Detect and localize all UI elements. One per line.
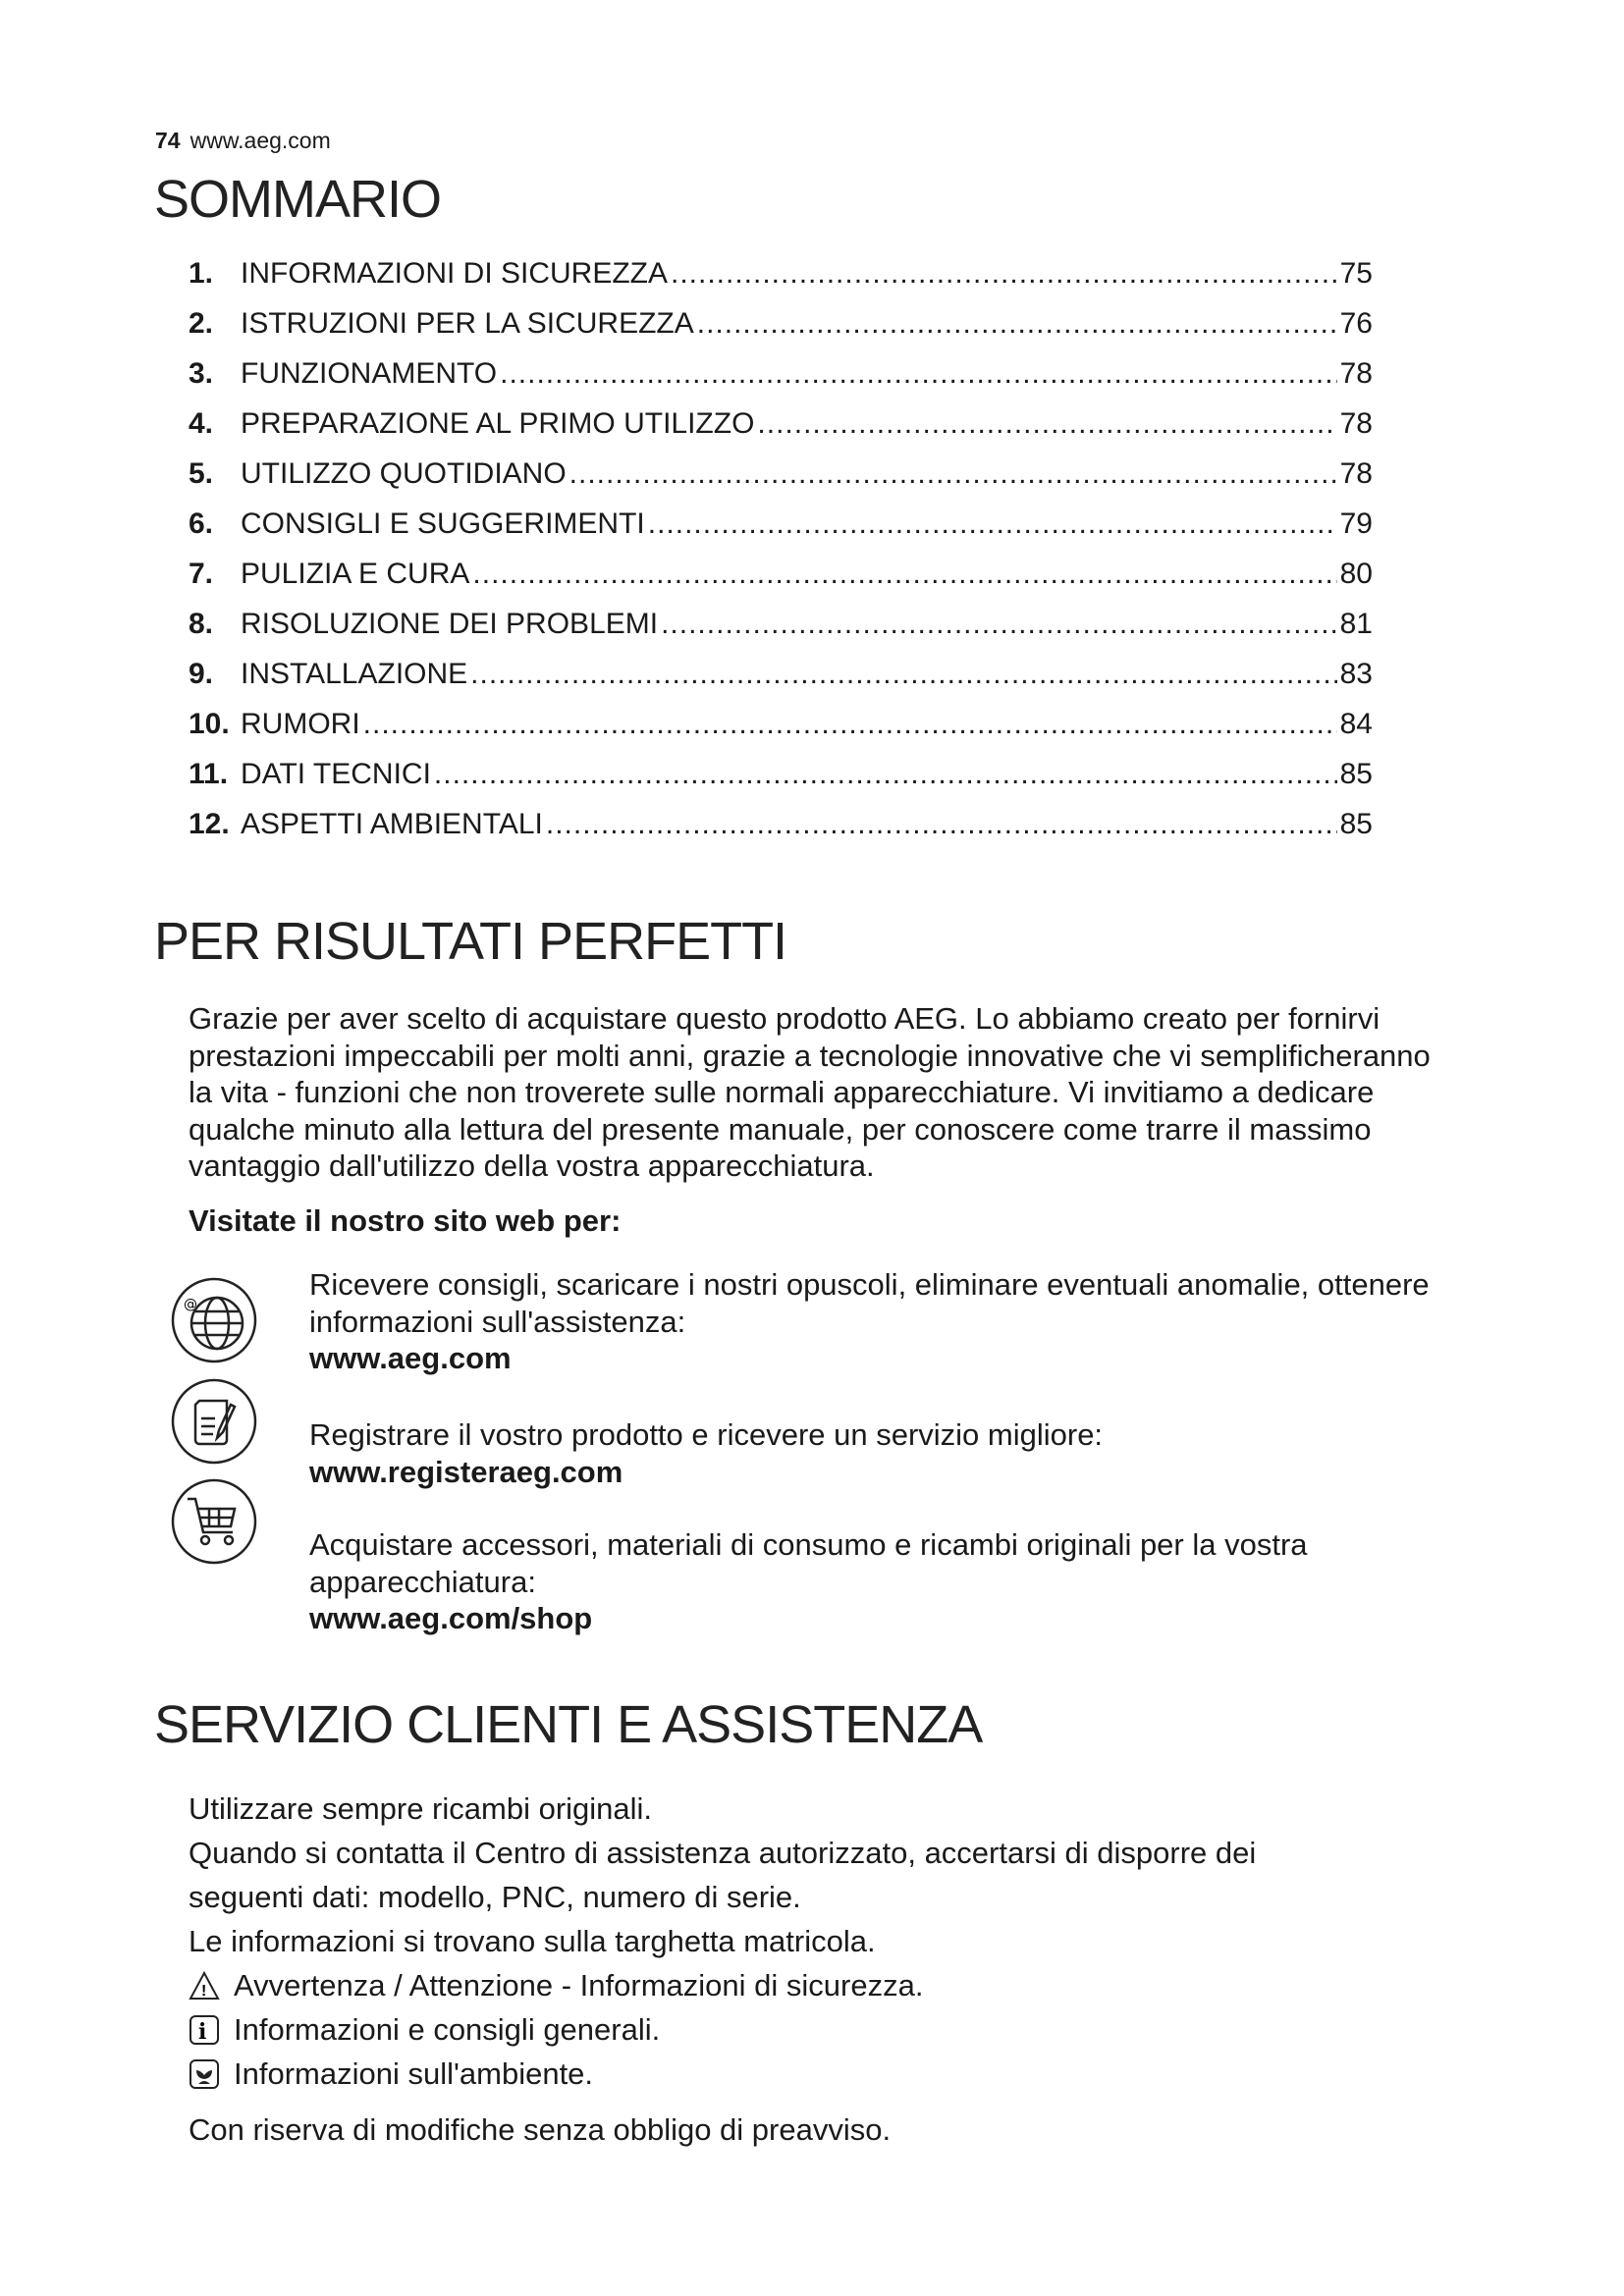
legend-environment: Informazioni sull'ambiente. bbox=[189, 2052, 1367, 2096]
table-of-contents bbox=[189, 257, 1373, 858]
service-line-2: Quando si contatta il Centro di assistenza autorizzato, accertarsi di disporre dei seguenti dati: modello, PNC, numero di serie. bbox=[189, 1836, 1257, 1914]
toc-page: 78 bbox=[1339, 407, 1373, 440]
toc-page: 76 bbox=[1339, 307, 1373, 340]
link-url[interactable]: www.registeraeg.com bbox=[309, 1454, 623, 1489]
link-url[interactable]: www.aeg.com bbox=[309, 1341, 512, 1375]
toc-item-title: INFORMAZIONI DI SICUREZZA bbox=[241, 257, 668, 290]
website-link-item bbox=[309, 1266, 1438, 1377]
toc-item-title: PREPARAZIONE AL PRIMO UTILIZZO bbox=[241, 407, 755, 440]
toc-item[interactable] bbox=[189, 257, 1373, 307]
toc-item[interactable] bbox=[189, 307, 1373, 357]
toc-item[interactable] bbox=[189, 658, 1373, 708]
toc-page: 78 bbox=[1339, 457, 1373, 490]
toc-item-title: PULIZIA E CURA bbox=[241, 558, 470, 590]
toc-item-title: RISOLUZIONE DEI PROBLEMI bbox=[241, 608, 659, 640]
service-title: SERVIZIO CLIENTI E ASSISTENZA bbox=[154, 1695, 983, 1754]
service-line-1: Utilizzare sempre ricambi originali. bbox=[189, 1791, 653, 1826]
toc-leader bbox=[661, 608, 1337, 641]
register-icon bbox=[170, 1377, 258, 1466]
environment-icon bbox=[189, 2058, 220, 2090]
warning-icon bbox=[189, 1970, 220, 2002]
globe-icon bbox=[170, 1276, 258, 1364]
toc-number: 3. bbox=[189, 357, 214, 390]
cart-icon bbox=[170, 1477, 258, 1566]
visit-heading: Visitate il nostro sito web per: bbox=[189, 1203, 622, 1238]
toc-item[interactable] bbox=[189, 808, 1373, 858]
toc-item[interactable] bbox=[189, 457, 1373, 507]
toc-item-title: RUMORI bbox=[241, 708, 360, 740]
toc-item[interactable] bbox=[189, 608, 1373, 658]
toc-item[interactable] bbox=[189, 357, 1373, 407]
link-description: Registrare il vostro prodotto e ricevere un servizio migliore: bbox=[309, 1417, 1104, 1452]
toc-item-title: UTILIZZO QUOTIDIANO bbox=[241, 457, 567, 490]
toc-item[interactable] bbox=[189, 758, 1373, 808]
toc-page: 80 bbox=[1339, 558, 1373, 590]
toc-number: 4. bbox=[189, 407, 214, 440]
toc-page: 85 bbox=[1339, 758, 1373, 790]
toc-number: 11. bbox=[189, 758, 229, 790]
toc-page: 85 bbox=[1339, 808, 1373, 840]
info-icon bbox=[189, 2014, 220, 2046]
toc-page: 84 bbox=[1339, 708, 1373, 740]
toc-number: 8. bbox=[189, 608, 214, 640]
toc-item-title: ASPETTI AMBIENTALI bbox=[241, 808, 543, 840]
legend-warning: ! Avvertenza / Attenzione - Informazioni di sicurezza. bbox=[189, 1963, 1367, 2007]
results-title: PER RISULTATI PERFETTI bbox=[154, 912, 787, 971]
toc-leader bbox=[434, 758, 1337, 791]
svg-text:@: @ bbox=[184, 1297, 197, 1312]
toc-number: 12. bbox=[189, 808, 230, 840]
toc-page: 81 bbox=[1339, 608, 1373, 640]
toc-item-title: ISTRUZIONI PER LA SICUREZZA bbox=[241, 307, 694, 340]
legend-info: i Informazioni e consigli generali. bbox=[189, 2007, 1367, 2052]
toc-leader bbox=[472, 558, 1336, 591]
svg-text:!: ! bbox=[201, 1982, 207, 2000]
toc-item-title: INSTALLAZIONE bbox=[241, 658, 468, 690]
link-description: Acquistare accessori, materiali di consumo e ricambi originali per la vostra apparecchiatura: bbox=[309, 1527, 1308, 1599]
toc-item-title: CONSIGLI E SUGGERIMENTI bbox=[241, 507, 645, 540]
toc-leader bbox=[648, 507, 1337, 541]
toc-item-title: FUNZIONAMENTO bbox=[241, 357, 498, 390]
toc-leader bbox=[569, 457, 1337, 491]
toc-leader bbox=[671, 257, 1337, 291]
intro-paragraph: Grazie per aver scelto di acquistare questo prodotto AEG. Lo abbiamo creato per fornirvi prestazioni impeccabili per molti anni, grazie a tecnologie innovative che vi semplificheranno la vita - funzioni che non troverete sulle normali apparecchiature. Vi invitiamo a dedicare qualche minuto alla lettura del presente manuale, per conoscere come trarre il massimo vantaggio dall'utilizzo della vostra apparecchiatura. bbox=[189, 1001, 1431, 1183]
toc-leader bbox=[697, 307, 1337, 341]
toc-item[interactable] bbox=[189, 507, 1373, 558]
toc-leader bbox=[757, 407, 1336, 441]
service-line-3: Le informazioni si trovano sulla targhetta matricola. bbox=[189, 1924, 876, 1958]
toc-number: 5. bbox=[189, 457, 214, 490]
svg-text:i: i bbox=[198, 2018, 207, 2045]
toc-page: 75 bbox=[1339, 257, 1373, 290]
toc-page: 78 bbox=[1339, 357, 1373, 390]
service-text bbox=[189, 1787, 1367, 2152]
toc-title: SOMMARIO bbox=[154, 170, 442, 229]
toc-number: 1. bbox=[189, 257, 214, 290]
toc-number: 9. bbox=[189, 658, 214, 690]
page-header bbox=[155, 128, 331, 154]
website-link-item bbox=[309, 1416, 1438, 1490]
link-url[interactable]: www.aeg.com/shop bbox=[309, 1601, 593, 1635]
toc-leader bbox=[546, 808, 1337, 841]
toc-number: 6. bbox=[189, 507, 214, 540]
link-description: Ricevere consigli, scaricare i nostri opuscoli, eliminare eventuali anomalie, ottenere informazioni sull'assistenza: bbox=[309, 1267, 1430, 1339]
toc-item-title: DATI TECNICI bbox=[241, 758, 431, 790]
website-link-item bbox=[309, 1526, 1438, 1637]
toc-item[interactable] bbox=[189, 558, 1373, 608]
service-footer: Con riserva di modifiche senza obbligo di preavviso. bbox=[189, 2112, 892, 2147]
toc-leader bbox=[470, 658, 1336, 691]
toc-number: 2. bbox=[189, 307, 214, 340]
toc-number: 7. bbox=[189, 558, 214, 590]
page-number: 74 bbox=[155, 128, 181, 153]
toc-item[interactable] bbox=[189, 708, 1373, 758]
toc-page: 83 bbox=[1339, 658, 1373, 690]
toc-number: 10. bbox=[189, 708, 230, 740]
toc-leader bbox=[500, 357, 1337, 391]
header-site: www.aeg.com bbox=[189, 128, 331, 153]
toc-page: 79 bbox=[1339, 507, 1373, 540]
toc-leader bbox=[363, 708, 1337, 741]
toc-item[interactable] bbox=[189, 407, 1373, 457]
